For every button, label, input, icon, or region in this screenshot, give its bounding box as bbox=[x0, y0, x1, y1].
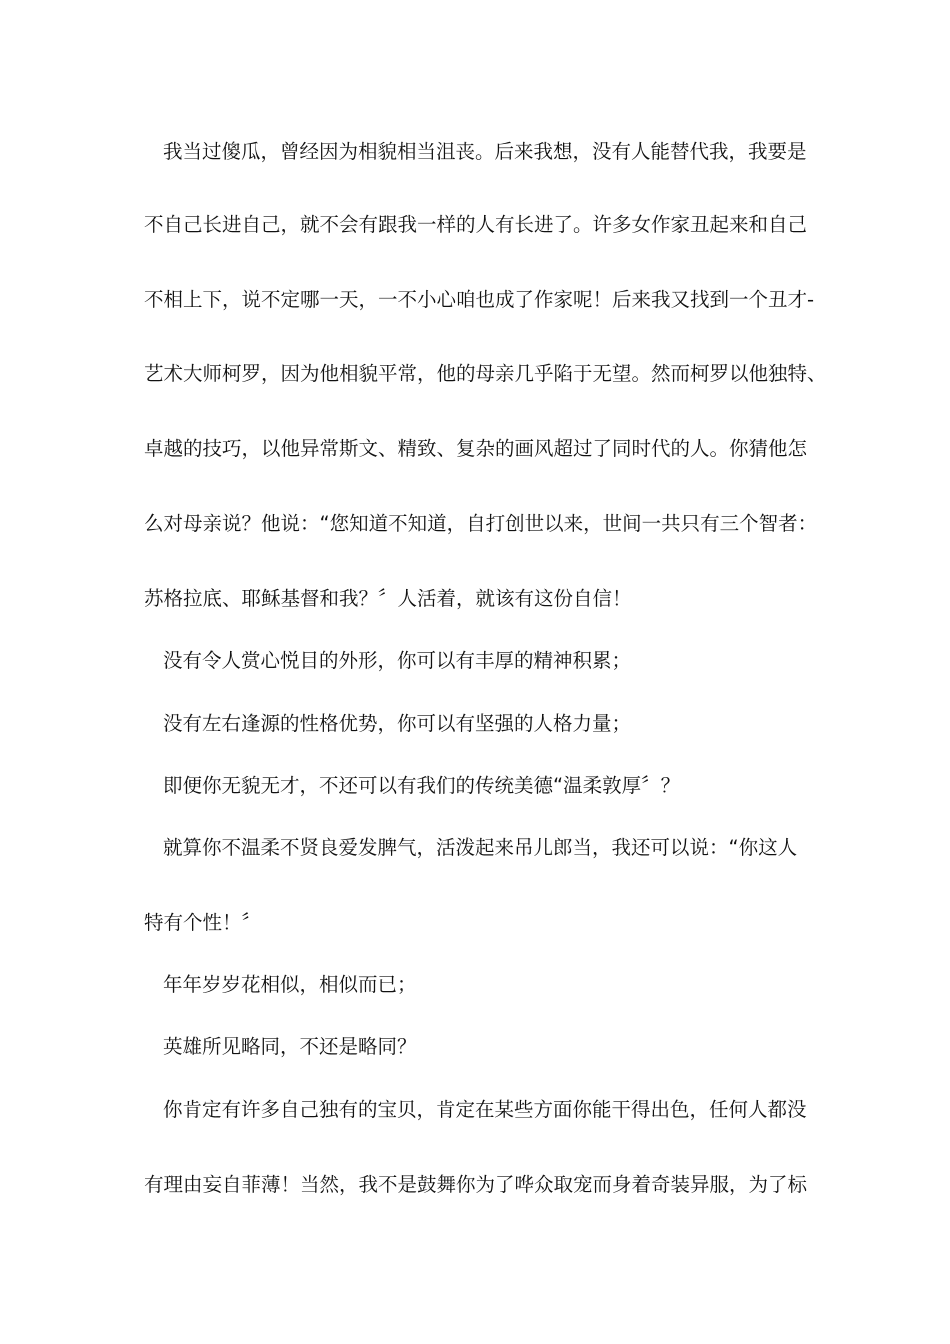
paragraph-line: 么对母亲说？他说：“您知道不知道，自打创世以来，世间一共只有三个智者： bbox=[144, 512, 818, 535]
paragraph-line: 年年岁岁花相似，相似而已； bbox=[163, 973, 417, 996]
paragraph-line: 我当过傻瓜，曾经因为相貌相当沮丧。后来我想，没有人能替代我，我要是 bbox=[163, 140, 807, 163]
paragraph-line: 没有左右逢源的性格优势，你可以有坚强的人格力量； bbox=[163, 712, 632, 735]
paragraph-line: 不自己长进自己，就不会有跟我一样的人有长进了。许多女作家丑起来和自己 bbox=[144, 213, 808, 236]
paragraph-line: 不相上下，说不定哪一天，一不小心咱也成了作家呢！后来我又找到一个丑才- bbox=[144, 288, 815, 311]
paragraph-line: 苏格拉底、耶稣基督和我？〞人活着，就该有这份自信！ bbox=[144, 587, 632, 610]
paragraph-line: 卓越的技巧，以他异常斯文、精致、复杂的画风超过了同时代的人。你猜他怎 bbox=[144, 437, 808, 460]
paragraph-line: 特有个性！〞 bbox=[144, 911, 262, 934]
paragraph-line: 你肯定有许多自己独有的宝贝，肯定在某些方面你能干得出色，任何人都没 bbox=[163, 1098, 807, 1121]
paragraph-line: 没有令人赏心悦目的外形，你可以有丰厚的精神积累； bbox=[163, 649, 632, 672]
paragraph-line: 有理由妄自菲薄！当然，我不是鼓舞你为了哗众取宠而身着奇装异服，为了标 bbox=[144, 1173, 808, 1196]
paragraph-line: 英雄所见略同，不还是略同？ bbox=[163, 1035, 417, 1058]
paragraph-line: 即便你无貌无才，不还可以有我们的传统美德“温柔敦厚〞？ bbox=[163, 774, 681, 797]
paragraph-line: 就算你不温柔不贤良爱发脾气，活泼起来吊儿郎当，我还可以说：“你这人 bbox=[163, 836, 798, 859]
paragraph-line: 艺术大师柯罗，因为他相貌平常，他的母亲几乎陷于无望。然而柯罗以他独特、 bbox=[144, 362, 827, 385]
